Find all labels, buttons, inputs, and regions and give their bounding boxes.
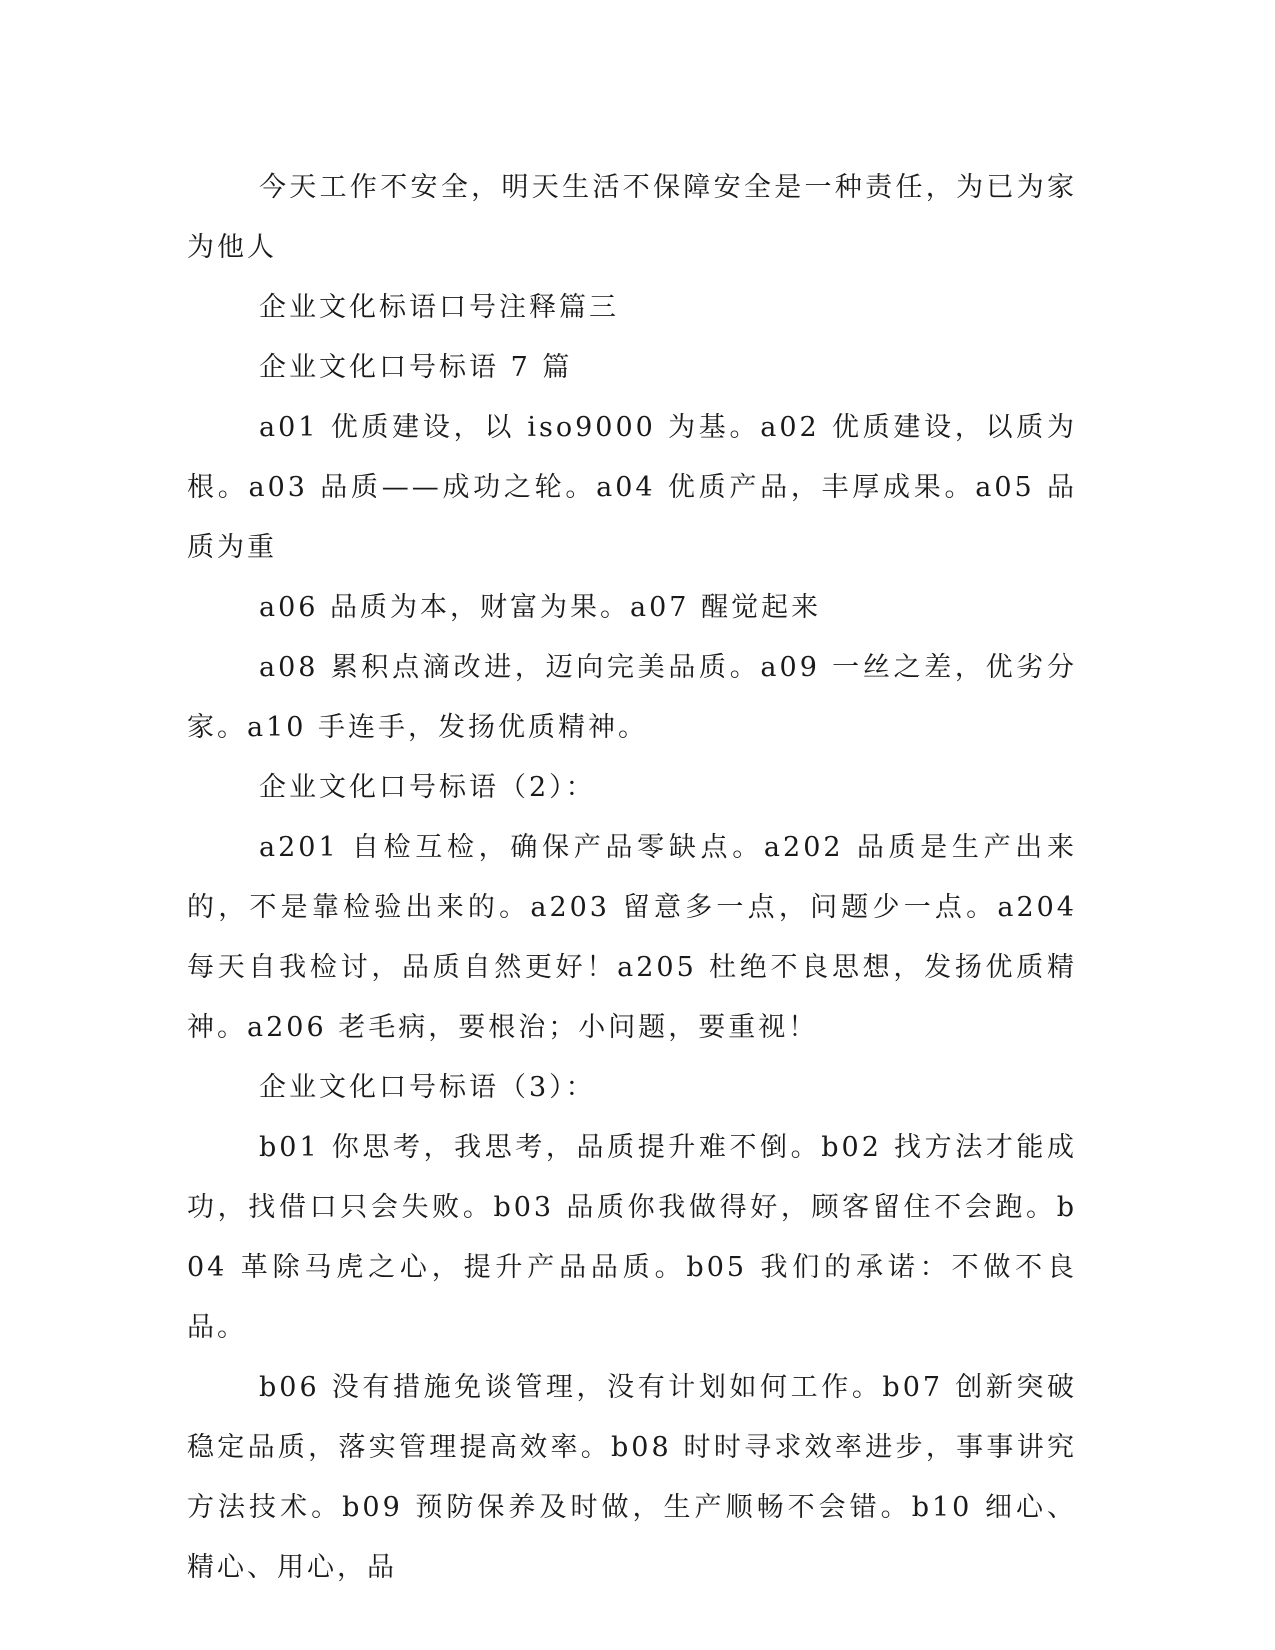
paragraph-a06-a07: a06 品质为本，财富为果。a07 醒觉起来 [259,592,822,623]
paragraph-a201-a206: a201 自检互检，确保产品零缺点。a202 品质是生产出来的，不是靠检验出来的。a203 留意多一点，问题少一点。a204 每天自我检讨，品质自然更好！a205 杜绝不良思想，发扬优质精神。a206 老毛病，要根治；小问题，要重视！ [187,832,1077,1043]
document-body [187,158,1077,1598]
paragraph-a08-a10: a08 累积点滴改进，迈向完美品质。a09 一丝之差，优劣分家。a10 手连手，发扬优质精神。 [187,652,1077,743]
paragraph-safety-slogan: 今天工作不安全，明天生活不保障安全是一种责任，为已为家为他人 [187,172,1077,263]
paragraph-b01-b05: b01 你思考，我思考，品质提升难不倒。b02 找方法才能成功，找借口只会失败。b03 品质你我做得好，顾客留住不会跑。b04 革除马虎之心，提升产品品质。b05 我们的承诺：不做不良品。 [187,1132,1077,1343]
paragraph-heading-3: 企业文化口号标语（3）： [259,1072,596,1103]
paragraph-b06-b10: b06 没有措施免谈管理，没有计划如何工作。b07 创新突破稳定品质，落实管理提高效率。b08 时时寻求效率进步，事事讲究方法技术。b09 预防保养及时做，生产顺畅不会错。b10 细心、精心、用心，品 [187,1372,1077,1583]
paragraph-heading-2: 企业文化口号标语（2）： [259,772,596,803]
paragraph-section-heading: 企业文化标语口号注释篇三 [259,292,619,323]
paragraph-a01-a05: a01 优质建设，以 iso9000 为基。a02 优质建设，以质为根。a03 品质——成功之轮。a04 优质产品，丰厚成果。a05 品质为重 [187,412,1077,563]
paragraph-subtitle: 企业文化口号标语 7 篇 [259,352,573,383]
